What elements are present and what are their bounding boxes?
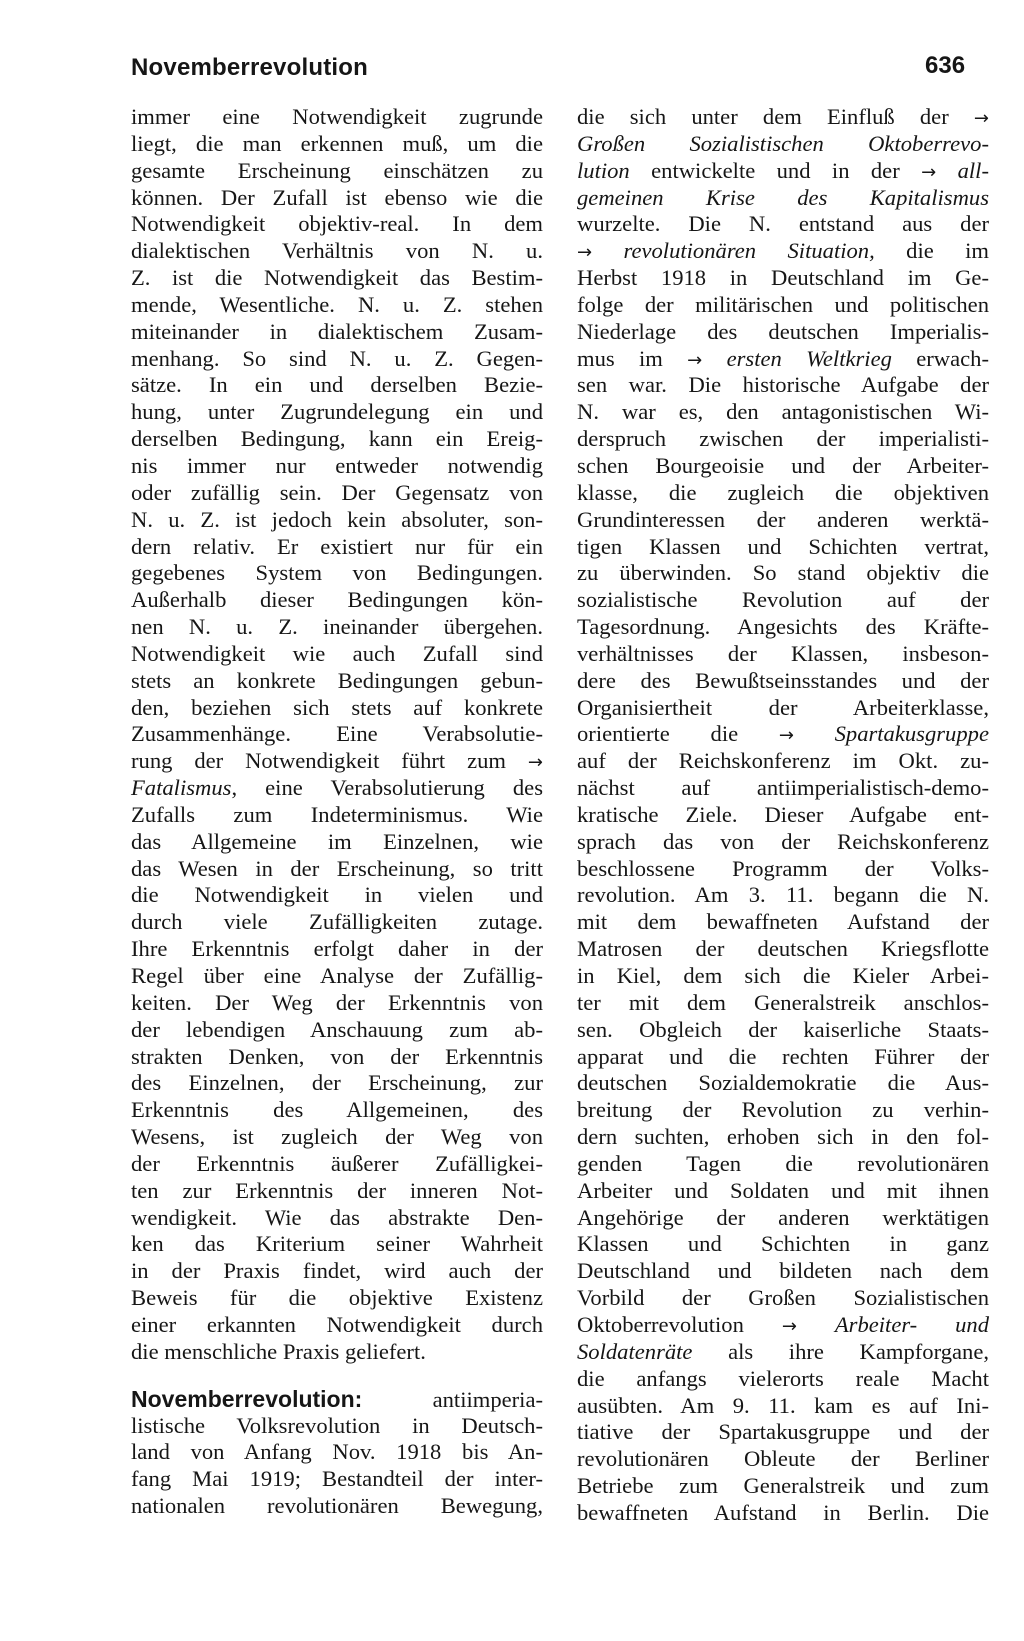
text-line: Tagesordnung. Angesichts des Kräfte- [577, 614, 989, 640]
text-line: den, beziehen sich stets auf konkrete [131, 694, 543, 720]
text-line: wurzelte. Die N. entstand aus der [577, 211, 989, 237]
text-line: ken das Kriterium seiner Wahrheit [131, 1231, 543, 1257]
cross-reference-link[interactable]: Fatalismus [131, 775, 232, 801]
text-line: sätze. In ein und derselben Bezie- [131, 372, 543, 398]
text-line: klasse, die zugleich die objektiven [577, 479, 989, 505]
text-line: kratische Ziele. Dieser Aufgabe ent- [577, 801, 989, 827]
cross-reference-arrow-icon: → [778, 725, 794, 747]
text-line: ausübten. Am 9. 11. kam es auf Ini- [577, 1392, 989, 1418]
text-line: die menschliche Praxis geliefert. [131, 1338, 426, 1364]
text-line: dere des Bewußtseinsstandes und der [577, 667, 989, 693]
text-line: Angehörige der anderen werktätigen [577, 1204, 989, 1230]
text-line [131, 748, 543, 775]
text-line [577, 346, 989, 373]
text-line: in der Praxis findet, wird auch der [131, 1258, 543, 1284]
text-run: erwach- [891, 345, 989, 371]
cross-reference-arrow-icon: → [577, 242, 593, 264]
text-line: wendigkeit. Wie das abstrakte Den- [131, 1204, 543, 1230]
text-line: tiative der Spartakusgruppe und der [577, 1419, 989, 1445]
cross-reference-arrow-icon: → [527, 752, 543, 774]
text-line: mende, Wesentliche. N. u. Z. stehen [131, 291, 543, 317]
text-line [131, 775, 543, 802]
cross-reference-link[interactable]: Großen Sozialistischen Oktoberrevo- [577, 130, 989, 156]
text-run: als ihre Kampforgane, [692, 1338, 989, 1364]
text-line: verhältnisses der Klassen, insbeson- [577, 640, 989, 666]
text-line: einer erkannten Notwendigkeit durch [131, 1311, 543, 1337]
text-line: des Einzelnen, der Erscheinung, zur [131, 1070, 543, 1096]
text-line: Wesens, ist zugleich der Weg von [131, 1124, 543, 1150]
text-line: strakten Denken, von der Erkenntnis [131, 1043, 543, 1069]
text-line [577, 131, 989, 158]
text-run: mus im [577, 345, 663, 371]
text-line: folge der militärischen und politischen [577, 291, 989, 317]
cross-reference-link[interactable]: all- [957, 157, 989, 183]
text-line: das Allgemeine im Einzelnen, wie [131, 828, 543, 854]
text-line: auf der Reichskonferenz im Okt. zu- [577, 748, 989, 774]
page-number: 636 [925, 52, 966, 79]
text-line: N. u. Z. ist jedoch kein absoluter, son- [131, 506, 543, 532]
text-line: fang Mai 1919; Bestandteil der inter- [131, 1466, 543, 1492]
text-line: beschlossene Programm der Volks- [577, 855, 989, 881]
text-line: schen Bourgeoisie und der Arbeiter- [577, 452, 989, 478]
text-line: N. war es, den antagonistischen Wi- [577, 399, 989, 425]
text-line: gesamte Erscheinung einschätzen zu [131, 157, 543, 183]
text-line: Niederlage des deutschen Imperialis- [577, 318, 989, 344]
text-line [577, 1312, 989, 1339]
cross-reference-link[interactable]: Arbeiter- und [834, 1311, 990, 1337]
text-line: derspruch zwischen der imperialisti- [577, 426, 989, 452]
text-run: entwickelte und in der [629, 157, 900, 183]
text-line: nächst auf antiimperialistisch-demo- [577, 775, 989, 801]
text-line: nis immer nur entweder notwendig [131, 452, 543, 478]
text-line: dialektischen Verhältnis von N. u. [131, 238, 543, 264]
cross-reference-arrow-icon: → [687, 349, 703, 371]
text-line [577, 185, 989, 212]
text-line: Regel über eine Analyse der Zufällig- [131, 963, 543, 988]
text-line: tigen Klassen und Schichten vertrat, [577, 533, 989, 559]
cross-reference-link[interactable]: gemeinen Krise des Kapitalismus [577, 184, 989, 210]
text-line: Ihre Erkenntnis erfolgt daher in der [131, 936, 543, 962]
text-line [577, 158, 989, 185]
text-line: apparat und die rechten Führer der [577, 1043, 989, 1069]
text-line: Deutschland und bildeten nach dem [577, 1258, 989, 1284]
text-run: orientierte die [577, 721, 739, 747]
text-line: die anfangs vielerorts reale Macht [577, 1365, 989, 1391]
text-line: Grundinteressen der anderen werktä- [577, 506, 989, 532]
text-line: gegebenes System von Bedingungen. [131, 560, 543, 586]
text-line: Klassen und Schichten in ganz [577, 1231, 989, 1257]
text-line: mit dem bewaffneten Aufstand der [577, 909, 989, 935]
text-run: rung der Notwendigkeit führt zum [131, 748, 506, 774]
text-line: sprach das von der Reichskonferenz [577, 828, 989, 854]
text-line: Notwendigkeit objektiv-real. In dem [131, 211, 543, 237]
text-line [577, 238, 989, 265]
text-line: Vorbild der Großen Sozialistischen [577, 1285, 989, 1311]
text-line: bewaffneten Aufstand in Berlin. Die [577, 1499, 989, 1525]
text-line: liegt, die man erkennen muß, um die [131, 130, 543, 156]
text-run: , eine Verabsolutierung des [231, 775, 543, 801]
text-line: der lebendigen Anschauung zum ab- [131, 1016, 543, 1042]
text-line: Erkenntnis des Allgemeinen, des [131, 1097, 543, 1123]
text-line: Zufalls zum Indeterminismus. Wie [131, 801, 543, 827]
text-line: menhang. So sind N. u. Z. Gegen- [131, 345, 543, 371]
cross-reference-link[interactable]: revolutionären Situation, [623, 238, 875, 264]
cross-reference-link[interactable]: Spartakusgruppe [834, 721, 989, 747]
text-line: derselben Bedingung, kann ein Ereig- [131, 426, 543, 452]
left-column [131, 104, 543, 1520]
cross-reference-arrow-icon: → [973, 108, 989, 129]
text-run: Oktoberrevolution [577, 1311, 744, 1337]
text-line: listische Volksrevolution in Deutsch- [131, 1412, 543, 1438]
cross-reference-link[interactable]: lution [577, 157, 630, 183]
entry-separator [131, 1366, 543, 1386]
text-line: dern relativ. Er existiert nur für ein [131, 533, 543, 559]
running-head: Novemberrevolution [131, 54, 368, 81]
text-line: nen N. u. Z. ineinander übergehen. [131, 614, 543, 640]
text-line: sozialistische Revolution auf der [577, 587, 989, 613]
text-line: immer eine Notwendigkeit zugrunde [131, 104, 543, 129]
right-column [577, 104, 989, 1527]
text-line: land von Anfang Nov. 1918 bis An- [131, 1439, 543, 1465]
text-line: sen. Obgleich der kaiserliche Staats- [577, 1016, 989, 1042]
text-line: Notwendigkeit wie auch Zufall sind [131, 640, 543, 666]
text-line [577, 104, 989, 131]
text-line: oder zufällig sein. Der Gegensatz von [131, 479, 543, 505]
text-line [577, 721, 989, 748]
text-run: die im [874, 238, 989, 264]
text-line: sen war. Die historische Aufgabe der [577, 372, 989, 398]
text-line: miteinander in dialektischem Zusam- [131, 318, 543, 344]
text-line: Zusammenhänge. Eine Verabsolutie- [131, 721, 543, 747]
text-line: Beweis für die objektive Existenz [131, 1285, 543, 1311]
cross-reference-link[interactable]: Soldatenräte [577, 1338, 693, 1364]
text-line: genden Tagen die revolutionären [577, 1150, 989, 1176]
cross-reference-link[interactable]: ersten Weltkrieg [726, 345, 892, 371]
text-line: Herbst 1918 in Deutschland im Ge- [577, 265, 989, 291]
text-line: Außerhalb dieser Bedingungen kön- [131, 587, 543, 613]
text-line: können. Der Zufall ist ebenso wie die [131, 184, 543, 210]
text-line: revolution. Am 3. 11. begann die N. [577, 882, 989, 908]
text-line: hung, unter Zugrundelegung ein und [131, 399, 543, 425]
text-line: Z. ist die Notwendigkeit das Bestim- [131, 265, 543, 291]
text-line: revolutionären Obleute der Berliner [577, 1446, 989, 1472]
text-line: keiten. Der Weg der Erkenntnis von [131, 989, 543, 1015]
text-run: antiimperia- [362, 1386, 543, 1412]
text-line: deutschen Sozialdemokratie die Aus- [577, 1070, 989, 1096]
text-line: in Kiel, dem sich die Kieler Arbei- [577, 963, 989, 988]
text-line: Organisiertheit der Arbeiterklasse, [577, 694, 989, 720]
text-run: die sich unter dem Einfluß der [577, 104, 949, 129]
cross-reference-arrow-icon: → [781, 1315, 797, 1337]
text-line [577, 1339, 989, 1366]
text-line: Betriebe zum Generalstreik und zum [577, 1473, 989, 1499]
text-line: nationalen revolutionären Bewegung, [131, 1493, 543, 1519]
cross-reference-arrow-icon: → [921, 161, 937, 183]
text-line: breitung der Revolution zu verhin- [577, 1097, 989, 1123]
entry-lemma: Novemberrevolution: [131, 1385, 363, 1412]
text-line: der Erkenntnis äußerer Zufälligkei- [131, 1150, 543, 1176]
text-line: die Notwendigkeit in vielen und [131, 882, 543, 908]
text-line: Matrosen der deutschen Kriegsflotte [577, 936, 989, 962]
text-line: das Wesen in der Erscheinung, so tritt [131, 855, 543, 881]
text-line: ter mit dem Generalstreik anschlos- [577, 989, 989, 1015]
text-line: zu überwinden. So stand objektiv die [577, 560, 989, 586]
text-line: ten zur Erkenntnis der inneren Not- [131, 1177, 543, 1203]
text-line: dern suchten, erhoben sich in den fol- [577, 1124, 989, 1150]
text-line: durch viele Zufälligkeiten zutage. [131, 909, 543, 935]
text-line: stets an konkrete Bedingungen gebun- [131, 667, 543, 693]
entry-first-line [131, 1386, 543, 1413]
text-line: Arbeiter und Soldaten und mit ihnen [577, 1177, 989, 1203]
